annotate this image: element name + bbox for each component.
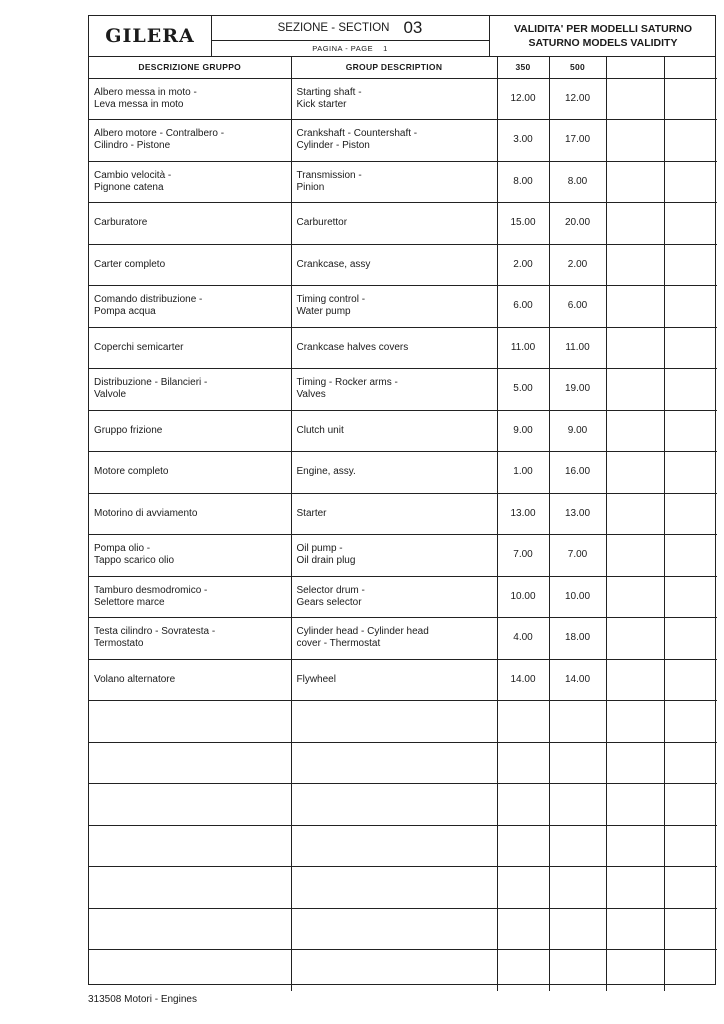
table-row bbox=[89, 908, 717, 950]
value-blank-1 bbox=[606, 535, 664, 577]
group-name-it: Albero motore - Contralbero - Cilindro - Pistone bbox=[89, 120, 291, 162]
sheet-header bbox=[89, 16, 715, 57]
value-blank-2 bbox=[664, 203, 717, 245]
group-name-it: Distribuzione - Bilancieri - Valvole bbox=[89, 369, 291, 411]
group-name-it: Tamburo desmodromico - Selettore marce bbox=[89, 576, 291, 618]
value-blank-1 bbox=[606, 784, 664, 826]
value-blank-2 bbox=[664, 286, 717, 328]
table-row bbox=[89, 410, 717, 452]
table-row bbox=[89, 369, 717, 411]
value-blank-1 bbox=[606, 742, 664, 784]
value-blank-1 bbox=[606, 908, 664, 950]
group-name-it: Motorino di avviamento bbox=[89, 493, 291, 535]
value-blank-2 bbox=[664, 120, 717, 162]
group-name-en bbox=[291, 867, 497, 909]
group-name-it: Carter completo bbox=[89, 244, 291, 286]
group-name-it: Albero messa in moto - Leva messa in moto bbox=[89, 78, 291, 120]
group-name-en: Timing - Rocker arms - Valves bbox=[291, 369, 497, 411]
value-500: 6.00 bbox=[549, 286, 606, 328]
group-name-en bbox=[291, 742, 497, 784]
table-row bbox=[89, 825, 717, 867]
table-row bbox=[89, 867, 717, 909]
value-blank-1 bbox=[606, 867, 664, 909]
table-row bbox=[89, 203, 717, 245]
value-350: 13.00 bbox=[497, 493, 549, 535]
value-500: 17.00 bbox=[549, 120, 606, 162]
value-500: 16.00 bbox=[549, 452, 606, 494]
group-name-en: Flywheel bbox=[291, 659, 497, 701]
group-name-it bbox=[89, 908, 291, 950]
group-name-en: Clutch unit bbox=[291, 410, 497, 452]
group-name-it: Carburatore bbox=[89, 203, 291, 245]
value-blank-2 bbox=[664, 78, 717, 120]
value-500: 2.00 bbox=[549, 244, 606, 286]
value-blank-1 bbox=[606, 78, 664, 120]
value-blank-2 bbox=[664, 576, 717, 618]
group-name-en: Oil pump - Oil drain plug bbox=[291, 535, 497, 577]
table-row bbox=[89, 244, 717, 286]
value-blank-2 bbox=[664, 618, 717, 660]
group-name-it: Coperchi semicarter bbox=[89, 327, 291, 369]
value-350 bbox=[497, 950, 549, 992]
value-blank-1 bbox=[606, 161, 664, 203]
table-row bbox=[89, 120, 717, 162]
section-label: SEZIONE - SECTION bbox=[277, 22, 390, 34]
group-name-en: Cylinder head - Cylinder head cover - Thermostat bbox=[291, 618, 497, 660]
section-number: 03 bbox=[403, 18, 423, 37]
group-name-en: Crankshaft - Countershaft - Cylinder - Piston bbox=[291, 120, 497, 162]
value-350: 9.00 bbox=[497, 410, 549, 452]
value-350 bbox=[497, 701, 549, 743]
value-blank-1 bbox=[606, 286, 664, 328]
value-500 bbox=[549, 825, 606, 867]
value-blank-2 bbox=[664, 327, 717, 369]
group-name-it: Volano alternatore bbox=[89, 659, 291, 701]
group-name-en: Starting shaft - Kick starter bbox=[291, 78, 497, 120]
footer-code: 313508 Motori - Engines bbox=[88, 994, 197, 1005]
col-header-350: 350 bbox=[497, 56, 549, 78]
table-row bbox=[89, 286, 717, 328]
group-name-it: Pompa olio - Tappo scarico olio bbox=[89, 535, 291, 577]
section-cell bbox=[211, 16, 490, 56]
col-header-500: 500 bbox=[549, 56, 606, 78]
value-blank-2 bbox=[664, 535, 717, 577]
value-blank-1 bbox=[606, 659, 664, 701]
value-blank-1 bbox=[606, 452, 664, 494]
group-name-it: Gruppo frizione bbox=[89, 410, 291, 452]
table-row bbox=[89, 452, 717, 494]
value-350: 2.00 bbox=[497, 244, 549, 286]
table-row bbox=[89, 659, 717, 701]
col-header-descrizione: DESCRIZIONE GRUPPO bbox=[89, 56, 291, 78]
value-blank-1 bbox=[606, 825, 664, 867]
group-name-en bbox=[291, 784, 497, 826]
group-name-it bbox=[89, 867, 291, 909]
value-500 bbox=[549, 950, 606, 992]
value-500: 7.00 bbox=[549, 535, 606, 577]
value-blank-2 bbox=[664, 161, 717, 203]
group-name-en: Selector drum - Gears selector bbox=[291, 576, 497, 618]
group-name-en: Engine, assy. bbox=[291, 452, 497, 494]
group-name-en bbox=[291, 950, 497, 992]
value-blank-2 bbox=[664, 784, 717, 826]
group-name-it: Cambio velocità - Pignone catena bbox=[89, 161, 291, 203]
value-blank-1 bbox=[606, 327, 664, 369]
table-header-row bbox=[89, 56, 717, 78]
value-350: 12.00 bbox=[497, 78, 549, 120]
value-500: 13.00 bbox=[549, 493, 606, 535]
value-blank-2 bbox=[664, 908, 717, 950]
table-row bbox=[89, 742, 717, 784]
group-name-it bbox=[89, 784, 291, 826]
table-row bbox=[89, 493, 717, 535]
value-350: 14.00 bbox=[497, 659, 549, 701]
group-name-en bbox=[291, 701, 497, 743]
value-350: 5.00 bbox=[497, 369, 549, 411]
table-row bbox=[89, 576, 717, 618]
group-name-it: Testa cilindro - Sovratesta - Termostato bbox=[89, 618, 291, 660]
value-350 bbox=[497, 867, 549, 909]
group-name-en: Crankcase, assy bbox=[291, 244, 497, 286]
value-350: 10.00 bbox=[497, 576, 549, 618]
value-500: 12.00 bbox=[549, 78, 606, 120]
validity-line-en: SATURNO MODELS VALIDITY bbox=[528, 37, 678, 49]
value-350: 6.00 bbox=[497, 286, 549, 328]
group-name-en: Carburettor bbox=[291, 203, 497, 245]
value-500: 20.00 bbox=[549, 203, 606, 245]
page-label: PAGINA - PAGE bbox=[312, 43, 374, 53]
value-blank-1 bbox=[606, 369, 664, 411]
group-name-it: Motore completo bbox=[89, 452, 291, 494]
value-blank-2 bbox=[664, 867, 717, 909]
table-row bbox=[89, 78, 717, 120]
value-500: 10.00 bbox=[549, 576, 606, 618]
value-blank-1 bbox=[606, 576, 664, 618]
value-blank-1 bbox=[606, 203, 664, 245]
value-500: 11.00 bbox=[549, 327, 606, 369]
value-500: 19.00 bbox=[549, 369, 606, 411]
value-blank-2 bbox=[664, 825, 717, 867]
table-row bbox=[89, 161, 717, 203]
value-blank-2 bbox=[664, 742, 717, 784]
group-name-it bbox=[89, 825, 291, 867]
logo-cell bbox=[89, 16, 212, 56]
col-header-blank-1 bbox=[606, 56, 664, 78]
group-name-en bbox=[291, 825, 497, 867]
group-name-it bbox=[89, 950, 291, 992]
value-350 bbox=[497, 825, 549, 867]
value-blank-1 bbox=[606, 618, 664, 660]
value-blank-2 bbox=[664, 950, 717, 992]
value-500: 14.00 bbox=[549, 659, 606, 701]
value-350: 7.00 bbox=[497, 535, 549, 577]
col-header-description: GROUP DESCRIPTION bbox=[291, 56, 497, 78]
group-table bbox=[89, 56, 717, 991]
value-blank-1 bbox=[606, 410, 664, 452]
value-500: 8.00 bbox=[549, 161, 606, 203]
value-500 bbox=[549, 867, 606, 909]
group-name-en: Timing control - Water pump bbox=[291, 286, 497, 328]
table-row bbox=[89, 784, 717, 826]
page-number: 1 bbox=[383, 43, 388, 53]
value-blank-2 bbox=[664, 410, 717, 452]
group-name-it: Comando distribuzione - Pompa acqua bbox=[89, 286, 291, 328]
parts-index-sheet bbox=[88, 15, 716, 985]
validity-cell bbox=[489, 16, 717, 56]
value-350: 8.00 bbox=[497, 161, 549, 203]
value-350 bbox=[497, 742, 549, 784]
table-row bbox=[89, 701, 717, 743]
value-350: 11.00 bbox=[497, 327, 549, 369]
value-500 bbox=[549, 701, 606, 743]
value-350 bbox=[497, 908, 549, 950]
value-350: 3.00 bbox=[497, 120, 549, 162]
value-350: 1.00 bbox=[497, 452, 549, 494]
group-name-en: Transmission - Pinion bbox=[291, 161, 497, 203]
value-blank-1 bbox=[606, 120, 664, 162]
table-row bbox=[89, 618, 717, 660]
table-row bbox=[89, 950, 717, 992]
value-blank-1 bbox=[606, 950, 664, 992]
value-blank-1 bbox=[606, 493, 664, 535]
value-blank-2 bbox=[664, 701, 717, 743]
group-name-en: Crankcase halves covers bbox=[291, 327, 497, 369]
value-500 bbox=[549, 908, 606, 950]
value-blank-2 bbox=[664, 244, 717, 286]
gilera-logo: GILERA bbox=[105, 25, 195, 47]
value-500: 9.00 bbox=[549, 410, 606, 452]
table-row bbox=[89, 327, 717, 369]
value-350 bbox=[497, 784, 549, 826]
value-blank-2 bbox=[664, 493, 717, 535]
value-350: 15.00 bbox=[497, 203, 549, 245]
value-500: 18.00 bbox=[549, 618, 606, 660]
group-name-en bbox=[291, 908, 497, 950]
value-500 bbox=[549, 784, 606, 826]
group-name-en: Starter bbox=[291, 493, 497, 535]
group-name-it bbox=[89, 701, 291, 743]
value-blank-2 bbox=[664, 452, 717, 494]
value-500 bbox=[549, 742, 606, 784]
col-header-blank-2 bbox=[664, 56, 717, 78]
value-blank-2 bbox=[664, 369, 717, 411]
value-blank-1 bbox=[606, 244, 664, 286]
validity-line-it: VALIDITA' PER MODELLI SATURNO bbox=[513, 23, 693, 35]
value-blank-2 bbox=[664, 659, 717, 701]
group-name-it bbox=[89, 742, 291, 784]
value-blank-1 bbox=[606, 701, 664, 743]
value-350: 4.00 bbox=[497, 618, 549, 660]
table-row bbox=[89, 535, 717, 577]
